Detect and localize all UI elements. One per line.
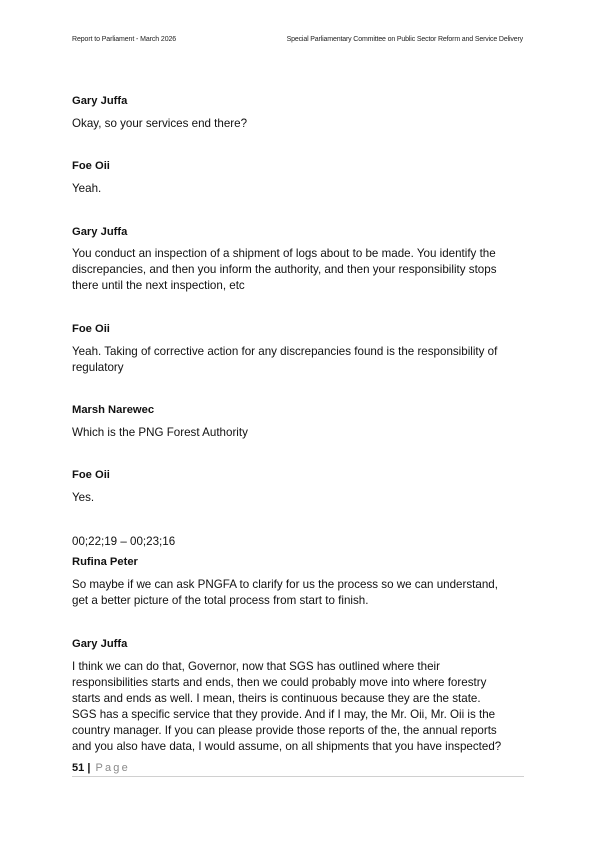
speech-line: I think we can do that, Governor, now that SGS has outlined where their <box>72 660 440 673</box>
speech-line: and you also have data, I would assume, on all shipments that you have inspected? <box>72 740 502 753</box>
speech-line: country manager. If you can please provide those reports of the, the annual reports <box>72 724 497 737</box>
speech-line: Okay, so your services end there? <box>72 117 248 130</box>
speech-line: responsibilities starts and ends, then we could probably move into where forestry <box>72 676 487 689</box>
speaker-name: Marsh Narewec <box>72 404 155 416</box>
speech-line: get a better picture of the total process from start to finish. <box>72 594 369 607</box>
speech-text <box>72 490 524 506</box>
page-header <box>72 36 523 48</box>
speech-text <box>72 246 524 294</box>
speaker-name: Gary Juffa <box>72 226 128 238</box>
speech-line: SGS has a specific service that they provide. And if I may, the Mr. Oii, Mr. Oii is the <box>72 708 496 721</box>
speaker-name: Foe Oii <box>72 469 110 481</box>
footer-divider <box>72 776 524 777</box>
header-committee-name: Special Parliamentary Committee on Public Sector Reform and Service Delivery <box>286 36 523 43</box>
footer-separator: | <box>87 762 91 774</box>
speech-text <box>72 344 524 376</box>
speech-line: Which is the PNG Forest Authority <box>72 426 248 439</box>
speech-text <box>72 116 524 132</box>
speaker-name: Foe Oii <box>72 323 110 335</box>
speech-text <box>72 425 524 441</box>
speech-text <box>72 181 524 197</box>
speech-line: discrepancies, and then you inform the authority, and then your responsibility stops <box>72 263 497 276</box>
speech-line: Yeah. <box>72 182 102 195</box>
speech-line: You conduct an inspection of a shipment of logs about to be made. You identify the <box>72 247 496 260</box>
speech-line: there until the next inspection, etc <box>72 279 245 292</box>
header-report-title: Report to Parliament - March 2026 <box>72 36 177 43</box>
speaker-name: Gary Juffa <box>72 95 128 107</box>
speaker-name: Foe Oii <box>72 160 110 172</box>
speaker-name: Gary Juffa <box>72 638 128 650</box>
speech-text <box>72 577 524 609</box>
speech-line: regulatory <box>72 361 124 374</box>
speech-line: Yes. <box>72 491 95 504</box>
speaker-name: Rufina Peter <box>72 556 138 568</box>
timestamp: 00;22;19 – 00;23;16 <box>72 535 176 548</box>
speech-text <box>72 659 524 755</box>
page-label: Page <box>95 762 130 774</box>
speech-line: starts and ends as well. I mean, theirs is continuous because they are the state. <box>72 692 481 705</box>
speech-line: Yeah. Taking of corrective action for any discrepancies found is the responsibility of <box>72 345 498 358</box>
speech-line: So maybe if we can ask PNGFA to clarify for us the process so we can understand, <box>72 578 498 591</box>
page-number: 51 <box>72 762 85 774</box>
